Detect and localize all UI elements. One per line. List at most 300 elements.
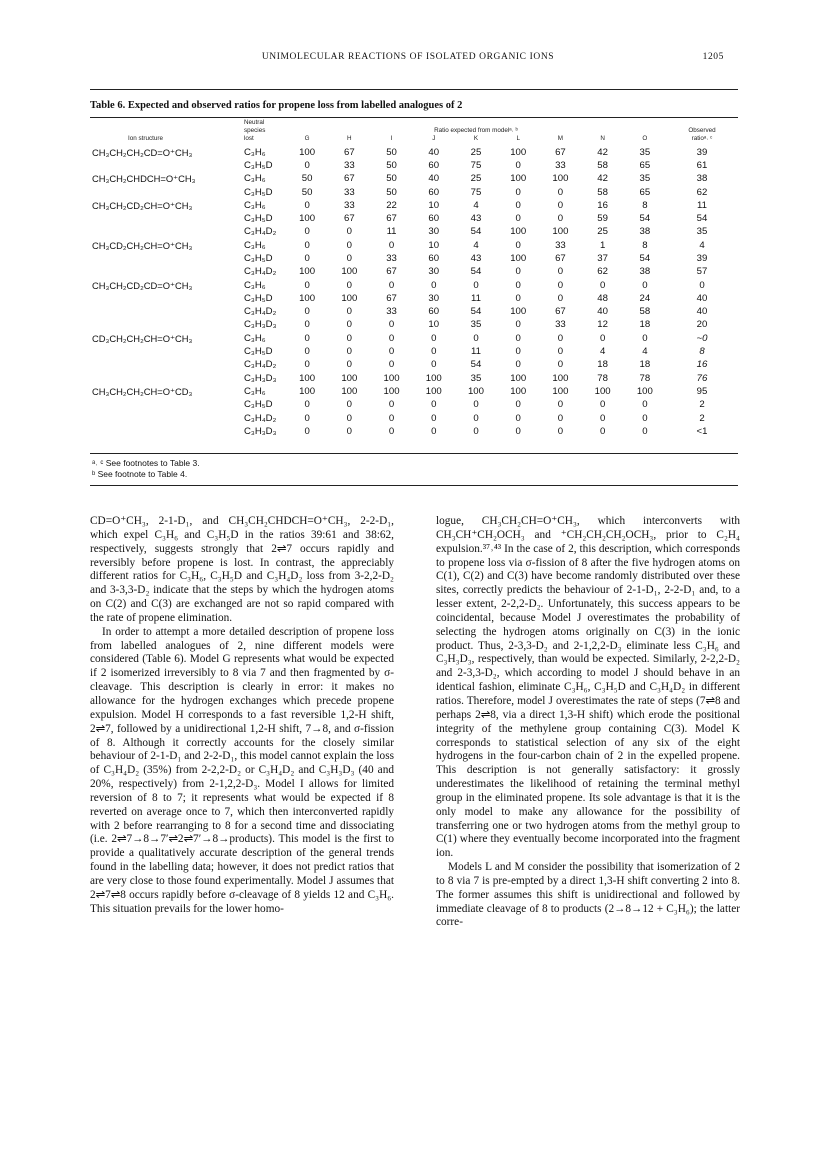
expected-ratio-cell: 33 [386, 252, 397, 264]
ion-structure-cell [88, 225, 244, 238]
neutral-lost-cell: C₃H₃D₃ [244, 425, 277, 437]
neutral-lost-cell: C₃H₆ [244, 385, 266, 397]
ion-structure-cell [88, 358, 244, 371]
expected-ratio-cell: 60 [428, 213, 440, 225]
expected-ratio-cell: 35 [639, 173, 651, 185]
expected-ratio-cell: 0 [304, 332, 310, 344]
expected-ratio-cell: 0 [599, 425, 606, 437]
expected-ratio-cell: 0 [557, 399, 564, 411]
expected-ratio-cell: 100 [299, 146, 316, 158]
expected-ratio-cell: 100 [341, 372, 358, 384]
expected-ratio-cell: 60 [428, 186, 440, 198]
neutral-lost-cell: C₃H₃D₃ [244, 319, 277, 331]
expected-ratio-cell: 50 [301, 173, 313, 185]
table-row [88, 265, 738, 278]
expected-ratio-cell: 58 [597, 186, 608, 198]
expected-ratio-cell: 100 [299, 372, 316, 384]
neutral-lost-cell: C₃H₆ [244, 239, 266, 251]
propene-loss-table [88, 119, 738, 438]
expected-ratio-cell: 0 [346, 425, 352, 437]
table-row [88, 292, 738, 305]
table-row [88, 425, 738, 438]
observed-ratio-cell: 0 [699, 279, 705, 291]
ion-structure-cell [88, 212, 244, 225]
expected-ratio-cell: 0 [304, 319, 310, 331]
observed-ratio-cell: ~0 [696, 332, 708, 344]
expected-ratio-cell: 75 [470, 186, 482, 198]
table-row [88, 172, 738, 185]
expected-ratio-cell: 0 [388, 399, 395, 411]
ion-structure-cell: CD₃CH₂CH₂CH=O⁺CH₃ [92, 332, 193, 344]
expected-ratio-cell: 0 [557, 266, 564, 278]
table-top-rule [90, 89, 738, 90]
expected-ratio-cell: 0 [431, 346, 437, 358]
expected-ratio-cell: 0 [642, 425, 648, 437]
ion-structure-cell [88, 265, 244, 278]
expected-ratio-cell: 100 [425, 385, 442, 397]
observed-ratio-cell: 38 [696, 173, 708, 185]
expected-ratio-cell: 43 [470, 252, 482, 264]
neutral-lost-cell: C₃H₄D₂ [244, 226, 277, 238]
expected-ratio-cell: 38 [639, 266, 651, 278]
table-row [88, 279, 738, 292]
expected-ratio-cell: 0 [346, 399, 352, 411]
footnote-a-c: ᵃ˒ ᶜ See footnotes to Table 3. [92, 458, 200, 468]
journal-header-title: UNIMOLECULAR REACTIONS OF ISOLATED ORGANIC IONS [261, 52, 555, 62]
expected-ratio-cell: 100 [341, 292, 358, 304]
expected-ratio-cell: 50 [386, 146, 397, 158]
expected-ratio-cell: 75 [470, 159, 482, 171]
expected-ratio-cell: 24 [639, 292, 651, 304]
header-neutral-line3: lost [244, 135, 254, 143]
expected-ratio-cell: 0 [304, 412, 310, 424]
expected-ratio-cell: 100 [510, 385, 527, 397]
expected-ratio-cell: 0 [515, 319, 521, 331]
expected-ratio-cell: 0 [515, 425, 521, 437]
ion-structure-cell [88, 425, 244, 438]
expected-ratio-cell: 0 [346, 226, 352, 238]
ion-structure-cell [88, 305, 244, 318]
expected-ratio-cell: 67 [555, 146, 566, 158]
expected-ratio-cell: 100 [510, 372, 527, 384]
expected-ratio-cell: 0 [346, 332, 352, 344]
expected-ratio-cell: 0 [599, 279, 606, 291]
expected-ratio-cell: 78 [597, 372, 608, 384]
expected-ratio-cell: 22 [386, 199, 397, 211]
expected-ratio-cell: 4 [642, 346, 648, 358]
neutral-lost-cell: C₃H₄D₂ [244, 266, 277, 278]
table-row [88, 212, 738, 225]
expected-ratio-cell: 0 [515, 399, 521, 411]
expected-ratio-cell: 100 [299, 266, 316, 278]
expected-ratio-cell: 0 [304, 159, 310, 171]
expected-ratio-cell: 0 [304, 239, 310, 251]
neutral-lost-cell: C₃H₅D [244, 399, 273, 411]
expected-ratio-cell: 0 [431, 279, 437, 291]
page-number: 1205 [702, 52, 724, 62]
expected-ratio-cell: 0 [346, 252, 352, 264]
expected-ratio-cell: 0 [515, 186, 521, 198]
expected-ratio-cell: 11 [386, 226, 397, 238]
expected-ratio-cell: 0 [388, 319, 395, 331]
table-row [88, 144, 738, 159]
expected-ratio-cell: 10 [428, 239, 440, 251]
expected-ratio-cell: 50 [386, 186, 397, 198]
neutral-lost-cell: C₃H₆ [244, 199, 266, 211]
table-row [88, 318, 738, 331]
neutral-lost-cell: C₃H₆ [244, 279, 266, 291]
expected-ratio-cell: 0 [304, 399, 310, 411]
expected-ratio-cell: 0 [557, 279, 564, 291]
observed-ratio-cell: 40 [696, 306, 708, 318]
expected-ratio-cell: 0 [304, 226, 310, 238]
expected-ratio-cell: 0 [346, 359, 352, 371]
expected-ratio-cell: 67 [343, 173, 355, 185]
expected-ratio-cell: 0 [515, 346, 521, 358]
expected-ratio-cell: 100 [510, 226, 527, 238]
header-observed-line1: Observed [688, 127, 716, 135]
expected-ratio-cell: 30 [428, 226, 440, 238]
expected-ratio-cell: 100 [383, 385, 400, 397]
expected-ratio-cell: 67 [343, 146, 355, 158]
expected-ratio-cell: 12 [597, 319, 608, 331]
header-neutral-line1: Neutral [244, 119, 265, 126]
expected-ratio-cell: 0 [346, 306, 352, 318]
expected-ratio-cell: 18 [639, 319, 651, 331]
observed-ratio-cell: 95 [696, 385, 708, 397]
expected-ratio-cell: 0 [346, 279, 352, 291]
table-row [88, 225, 738, 238]
expected-ratio-cell: 100 [510, 306, 527, 318]
expected-ratio-cell: 33 [386, 306, 397, 318]
expected-ratio-cell: 67 [386, 213, 397, 225]
expected-ratio-cell: 59 [597, 213, 608, 225]
expected-ratio-cell: 54 [639, 213, 651, 225]
expected-ratio-cell: 11 [471, 292, 481, 304]
table-row [88, 345, 738, 358]
expected-ratio-cell: 100 [552, 226, 569, 238]
expected-ratio-cell: 42 [597, 146, 608, 158]
expected-ratio-cell: 0 [473, 425, 479, 437]
expected-ratio-cell: 0 [557, 213, 564, 225]
expected-ratio-cell: 100 [299, 213, 316, 225]
expected-ratio-cell: 0 [642, 279, 648, 291]
expected-ratio-cell: 0 [388, 279, 395, 291]
expected-ratio-cell: 60 [428, 306, 440, 318]
header-model-o: O [642, 135, 648, 143]
expected-ratio-cell: 0 [473, 279, 479, 291]
expected-ratio-cell: 0 [599, 412, 606, 424]
expected-ratio-cell: 0 [346, 319, 352, 331]
expected-ratio-cell: 67 [386, 292, 397, 304]
neutral-lost-cell: C₃H₄D₂ [244, 306, 277, 318]
observed-ratio-cell: 39 [696, 146, 708, 158]
expected-ratio-cell: 0 [599, 399, 606, 411]
header-model-g: G [304, 135, 310, 143]
ion-structure-cell [88, 345, 244, 358]
expected-ratio-cell: 65 [639, 186, 651, 198]
expected-ratio-cell: 100 [383, 372, 400, 384]
expected-ratio-cell: 0 [473, 332, 479, 344]
expected-ratio-cell: 40 [597, 306, 608, 318]
expected-ratio-cell: 37 [597, 252, 608, 264]
expected-ratio-cell: 100 [636, 385, 653, 397]
expected-ratio-cell: 0 [515, 213, 521, 225]
expected-ratio-cell: 0 [557, 292, 564, 304]
expected-ratio-cell: 100 [299, 385, 316, 397]
expected-ratio-cell: 54 [470, 359, 482, 371]
expected-ratio-cell: 100 [594, 385, 611, 397]
expected-ratio-cell: 50 [386, 173, 397, 185]
expected-ratio-cell: 10 [428, 319, 440, 331]
expected-ratio-cell: 33 [555, 159, 566, 171]
expected-ratio-cell: 40 [428, 173, 440, 185]
table-row [88, 372, 738, 385]
expected-ratio-cell: 8 [642, 199, 648, 211]
table-row [88, 239, 738, 252]
expected-ratio-cell: 0 [388, 425, 395, 437]
expected-ratio-cell: 18 [639, 359, 651, 371]
expected-ratio-cell: 0 [431, 412, 437, 424]
expected-ratio-cell: 100 [510, 252, 527, 264]
expected-ratio-cell: 0 [557, 199, 564, 211]
expected-ratio-cell: 100 [341, 385, 358, 397]
expected-ratio-cell: 8 [642, 239, 648, 251]
table-row [88, 159, 738, 172]
ion-structure-cell: CH₃CD₂CH₂CH=O⁺CH₃ [92, 239, 193, 251]
expected-ratio-cell: 100 [552, 372, 569, 384]
expected-ratio-cell: 100 [467, 385, 484, 397]
expected-ratio-cell: 35 [470, 319, 482, 331]
expected-ratio-cell: 0 [515, 279, 521, 291]
expected-ratio-cell: 0 [388, 239, 395, 251]
header-model-j: J [432, 135, 436, 143]
expected-ratio-cell: 0 [431, 332, 437, 344]
ion-structure-cell [88, 292, 244, 305]
observed-ratio-cell: 8 [699, 346, 705, 358]
table-row [88, 358, 738, 371]
expected-ratio-cell: 0 [642, 332, 648, 344]
expected-ratio-cell: 67 [555, 306, 566, 318]
neutral-lost-cell: C₃H₆ [244, 146, 266, 158]
expected-ratio-cell: 100 [425, 372, 442, 384]
expected-ratio-cell: 0 [642, 399, 648, 411]
footnote-bottom-rule [90, 485, 738, 486]
expected-ratio-cell: 0 [431, 399, 437, 411]
expected-ratio-cell: 0 [515, 292, 521, 304]
expected-ratio-cell: 67 [343, 213, 355, 225]
expected-ratio-cell: 25 [470, 173, 482, 185]
observed-ratio-cell: 40 [696, 292, 708, 304]
expected-ratio-cell: 43 [470, 213, 482, 225]
expected-ratio-cell: 54 [470, 226, 482, 238]
table-row [88, 186, 738, 199]
expected-ratio-cell: 67 [555, 252, 566, 264]
expected-ratio-cell: 0 [304, 346, 310, 358]
expected-ratio-cell: 0 [304, 306, 310, 318]
expected-ratio-cell: 0 [388, 346, 395, 358]
expected-ratio-cell: 0 [346, 346, 352, 358]
neutral-lost-cell: C₃H₆ [244, 173, 266, 185]
footnote-b: ᵇ See footnote to Table 4. [92, 469, 188, 479]
expected-ratio-cell: 0 [304, 425, 310, 437]
expected-ratio-cell: 30 [428, 292, 440, 304]
table-row [88, 199, 738, 212]
neutral-lost-cell: C₃H₄D₂ [244, 359, 277, 371]
expected-ratio-cell: 0 [515, 159, 521, 171]
expected-ratio-cell: 58 [639, 306, 651, 318]
table-row [88, 252, 738, 265]
neutral-lost-cell: C₃H₅D [244, 292, 273, 304]
header-ratio-expected: Ratio expected from modelᵃ˒ ᵇ [434, 127, 518, 135]
observed-ratio-cell: <1 [696, 425, 708, 437]
expected-ratio-cell: 0 [304, 199, 310, 211]
neutral-lost-cell: C₃H₅D [244, 186, 273, 198]
table-body [88, 144, 738, 439]
header-observed-line2: ratioᵃ˒ ᶜ [691, 135, 713, 143]
neutral-lost-cell: C₃H₅D [244, 159, 273, 171]
expected-ratio-cell: 0 [346, 239, 352, 251]
expected-ratio-cell: 0 [515, 266, 521, 278]
observed-ratio-cell: 16 [696, 359, 708, 371]
expected-ratio-cell: 0 [557, 359, 564, 371]
body-paragraph: logue, CH₃CH₂CH=O⁺CH₃, which interconverts with CH₃CH⁺CH₂OCH₃ and ⁺CH₂CH₂CH₂OCH₃, prior to C₂H₄ expulsion.³⁷˒⁴³ In the case of 2, this description, which corresponds to propene loss via σ-fission of 8 after the five hydrogen atoms on C(1), C(2) and C(3) have become randomly distributed over these sites, correctly predicts the behaviour of 2-1-D₁, 2-2-D₁ and, to a lesser extent, 2-2,2-D₂. Unfortunately, this success appears to be coincidental, because Model J overestimates the probability of selecting the hydrogen atoms originally on C(3) in the ionic product. Thus, 2-3,3-D₂ and 2-1,2,2-D₃ eliminate less C₃H₆ and C₃H₃D₃, respectively, than would be expected. Similarly, 2-2,2-D₂ and 2-3,3-D₂, which according to model J should behave in an identical fashion, eliminate C₃H₆, C₃H₅D and C₃H₄D₂ in different ratios. Therefore, model J overestimates the rate of steps (7⇌8 and perhaps 2⇌8, via a direct 1,3-H shift) which erode the positional integrity of the methylene group containing C(3). Model K corresponds to statistical selection of any six of the eight hydrogens in the four-carbon chain of 2 in the expelled propene. This description is not generally satisfactory: it grossly underestimates the likelihood of retaining the terminal methyl group in the eliminated propene. Its sole advantage is that it is the only model to make any allowance for the possibility of transferring one or two hydrogen atoms from the methyl group to C(1) where they eventually become incorporated into the fragment ion. [436, 515, 740, 860]
expected-ratio-cell: 48 [597, 292, 608, 304]
neutral-lost-cell: C₃H₆ [244, 332, 266, 344]
header-model-l: L [516, 135, 520, 143]
expected-ratio-cell: 4 [599, 346, 606, 358]
expected-ratio-cell: 0 [388, 412, 395, 424]
expected-ratio-cell: 0 [515, 239, 521, 251]
ion-structure-cell [88, 412, 244, 425]
expected-ratio-cell: 0 [431, 425, 437, 437]
ion-structure-cell [88, 318, 244, 331]
expected-ratio-cell: 0 [346, 412, 352, 424]
expected-ratio-cell: 0 [515, 332, 521, 344]
header-ion-structure: Ion structure [128, 135, 163, 143]
expected-ratio-cell: 0 [473, 399, 479, 411]
ion-structure-cell: CH₃CH₂CD₂CH=O⁺CH₃ [92, 199, 193, 211]
ion-structure-cell [88, 159, 244, 172]
ion-structure-cell [88, 252, 244, 265]
expected-ratio-cell: 100 [341, 266, 358, 278]
expected-ratio-cell: 0 [388, 359, 395, 371]
expected-ratio-cell: 100 [299, 292, 316, 304]
expected-ratio-cell: 100 [552, 385, 569, 397]
expected-ratio-cell: 18 [597, 359, 608, 371]
ion-structure-cell [88, 372, 244, 385]
body-paragraph: In order to attempt a more detailed description of propene loss from labelled analogues of 2, nine different models were considered (Table 6). Model G represents what would be expected if 2 isomerized irreversibly to 8 via 7 and then fragmented by σ-cleavage. This description is clearly in error: it makes no allowance for the hydrogen exchanges which precede propene expulsion. Model H corresponds to a fast reversible 1,2-H shift, 2⇌7, followed by a unidirectional 1,2-H shift, 7→8, and σ-fission of 8. Although it correctly accounts for the closely similar behaviour of 2-1-D₁ and 2-2-D₁, this model cannot explain the loss of C₃H₄D₂ (35%) from 2-2,2-D₂ or C₃H₄D₂ and C₃H₃D₃ (40 and 20%, respectively) from 2-1,2,2-D₃. Model I allows for limited reversion of 8 to 7; it represents what would be expected if 8 reverted on average once to 7, which then interconverted rapidly with 2 before rearranging to 8 for a second time and dissociating (i.e. 2⇌7→8→7′⇌2⇌7′→8→products). This model is the first to provide a qualitatively accurate description of the general trends found in the labelling data; however, it does not predict ratios that are very close to those found experimentally. Model J assumes that 2⇌7⇌8 occurs rapidly before σ-cleavage of 8 yields 12 and C₃H₆. This situation prevails for the lower homo- [90, 625, 394, 915]
expected-ratio-cell: 4 [473, 239, 479, 251]
expected-ratio-cell: 40 [428, 146, 440, 158]
neutral-lost-cell: C₃H₃D₃ [244, 372, 277, 384]
expected-ratio-cell: 100 [510, 173, 527, 185]
observed-ratio-cell: 54 [696, 213, 708, 225]
expected-ratio-cell: 0 [515, 199, 521, 211]
observed-ratio-cell: 61 [696, 159, 708, 171]
expected-ratio-cell: 25 [597, 226, 608, 238]
expected-ratio-cell: 0 [557, 346, 564, 358]
expected-ratio-cell: 65 [639, 159, 651, 171]
expected-ratio-cell: 25 [470, 146, 482, 158]
expected-ratio-cell: 0 [388, 332, 395, 344]
neutral-lost-cell: C₃H₄D₂ [244, 412, 277, 424]
expected-ratio-cell: 67 [386, 266, 397, 278]
expected-ratio-cell: 33 [555, 239, 566, 251]
table-caption-rule [90, 117, 738, 118]
expected-ratio-cell: 62 [597, 266, 608, 278]
expected-ratio-cell: 10 [428, 199, 440, 211]
observed-ratio-cell: 20 [696, 319, 708, 331]
expected-ratio-cell: 0 [304, 359, 310, 371]
expected-ratio-cell: 50 [386, 159, 397, 171]
expected-ratio-cell: 54 [470, 306, 482, 318]
expected-ratio-cell: 0 [304, 252, 310, 264]
table-footnotes [92, 458, 200, 480]
table-caption: Table 6. Expected and observed ratios for propene loss from labelled analogues of 2 [90, 100, 463, 111]
expected-ratio-cell: 33 [343, 199, 355, 211]
observed-ratio-cell: 2 [699, 412, 705, 424]
ion-structure-cell: CH₃CH₂CH₂CD=O⁺CH₃ [92, 146, 193, 158]
expected-ratio-cell: 0 [473, 412, 479, 424]
expected-ratio-cell: 100 [510, 146, 527, 158]
observed-ratio-cell: 4 [699, 239, 705, 251]
body-paragraph: Models L and M consider the possibility that isomerization of 2 to 8 via 7 is pre-empted by a direct 1,3-H shift converting 2 into 8. The former assumes this shift is unidirectional and followed by immediate cleavage of 8 to products (2→8→12 + C₃H₆); the latter corre- [436, 861, 740, 929]
expected-ratio-cell: 38 [639, 226, 651, 238]
table-bottom-rule [90, 453, 738, 454]
expected-ratio-cell: 50 [301, 186, 313, 198]
header-model-i: I [390, 135, 393, 143]
expected-ratio-cell: 54 [639, 252, 651, 264]
expected-ratio-cell: 54 [470, 266, 482, 278]
header-model-n: N [600, 135, 605, 143]
expected-ratio-cell: 35 [639, 146, 651, 158]
body-column-left [90, 515, 394, 916]
expected-ratio-cell: 33 [555, 319, 566, 331]
expected-ratio-cell: 0 [557, 412, 564, 424]
ion-structure-cell [88, 398, 244, 411]
expected-ratio-cell: 0 [431, 359, 437, 371]
neutral-lost-cell: C₃H₅D [244, 252, 273, 264]
expected-ratio-cell: 4 [473, 199, 479, 211]
observed-ratio-cell: 39 [696, 252, 708, 264]
expected-ratio-cell: 78 [639, 372, 651, 384]
expected-ratio-cell: 0 [515, 359, 521, 371]
expected-ratio-cell: 0 [557, 425, 564, 437]
expected-ratio-cell: 0 [642, 412, 648, 424]
header-model-m: M [557, 135, 564, 143]
expected-ratio-cell: 0 [304, 279, 310, 291]
observed-ratio-cell: 2 [699, 399, 705, 411]
expected-ratio-cell: 0 [515, 412, 521, 424]
body-paragraph: CD=O⁺CH₃, 2-1-D₁, and CH₃CH₂CHDCH=O⁺CH₃, 2-2-D₁, which expel C₃H₆ and C₃H₅D in the ratios 39:61 and 38:62, respectively, suggests strongly that 2⇌7 occurs rapidly and reversibly before propene is lost. In contrast, the appreciably different ratios for C₃H₆, C₃H₅D and C₃H₄D₂ loss from 3-2,2-D₂ and 3-3,3-D₂ indicate that the steps by which the hydrogen atoms on C(2) and C(3) are exchanged are not so rapid compared with the rate of propene elimination. [90, 515, 394, 624]
expected-ratio-cell: 30 [428, 266, 440, 278]
expected-ratio-cell: 60 [428, 252, 440, 264]
expected-ratio-cell: 60 [428, 159, 440, 171]
table-row [88, 412, 738, 425]
expected-ratio-cell: 1 [599, 239, 606, 251]
observed-ratio-cell: 57 [696, 266, 708, 278]
header-model-k: K [473, 135, 479, 143]
expected-ratio-cell: 35 [470, 372, 482, 384]
expected-ratio-cell: 0 [557, 186, 564, 198]
neutral-lost-cell: C₃H₅D [244, 346, 273, 358]
expected-ratio-cell: 0 [599, 332, 606, 344]
expected-ratio-cell: 33 [343, 186, 355, 198]
table-row [88, 305, 738, 318]
observed-ratio-cell: 35 [696, 226, 708, 238]
ion-structure-cell [88, 186, 244, 199]
